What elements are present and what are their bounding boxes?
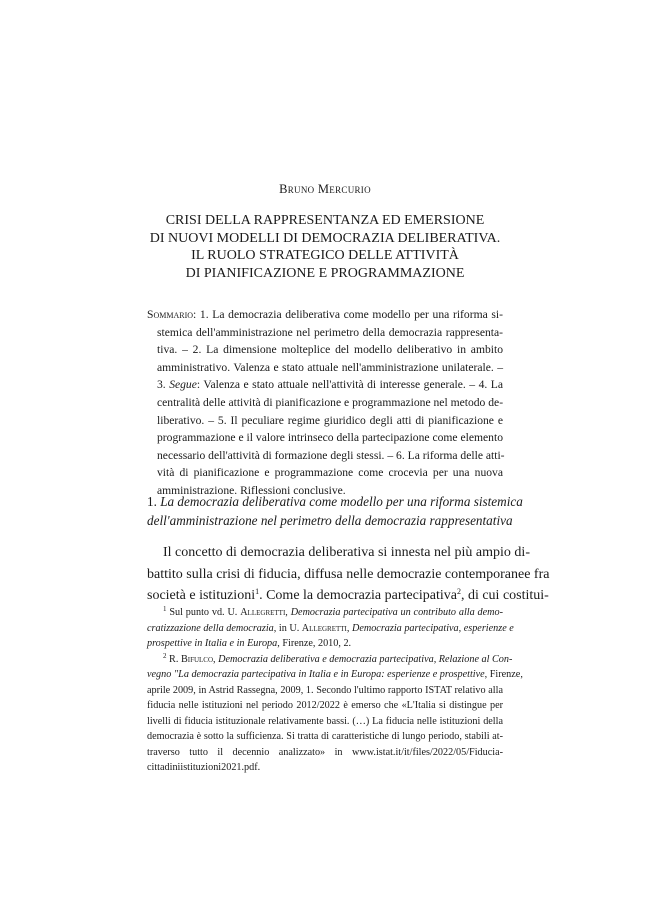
footnote-line: prospettive in Italia e in Europa, Firenze, 2010, 2. — [147, 638, 352, 649]
summary-line: liberativo. – 5. Il peculiare regime giuridico degli atti di pianificazione e — [157, 413, 503, 427]
summary-line: necessario dell'attività di formazione degli stessi. – 6. La riforma delle atti- — [157, 448, 505, 462]
section-number: 1. — [147, 494, 161, 509]
section-heading — [147, 492, 523, 530]
title-line: DI PIANIFICAZIONE E PROGRAMMAZIONE — [185, 265, 465, 281]
footnote-line: $^2$ R. Bifulco, Democrazia deliberativa e democrazia partecipativa, Relazione al Con- — [163, 651, 513, 665]
footnote-mark: 1 — [163, 605, 167, 613]
footnotes — [147, 605, 523, 776]
section-heading-line: 1. La democrazia deliberativa come modello per una riforma sistemica — [147, 494, 523, 509]
summary-line: amministrazione. Riflessioni conclusive. — [157, 483, 346, 497]
summary-line: stemica dell'amministrazione nel perimetro della democrazia rappresenta- — [157, 325, 503, 339]
summary-label: Sommario — [147, 308, 194, 321]
footnote-line: cittadiniistituzioni2021.pdf. — [147, 762, 261, 773]
summary-line: amministrativo. Valenza e stato attuale nell'amministrazione unilaterale. – — [157, 360, 503, 374]
body-line: società e istituzioni$^1$. Come la democrazia partecipativa$^2$, di cui costitui- — [147, 587, 549, 603]
footnote-line: traverso tutto il decennio analizzato» in www.istat.it/it/files/2022/05/Fiducia- — [147, 746, 503, 758]
body-line: Il concetto di democrazia deliberativa si innesta nel più ampio di- — [163, 545, 530, 560]
article-title — [0, 212, 650, 282]
summary-line: centralità delle attività di pianificazione e programmazione nel metodo de- — [157, 395, 504, 409]
footnote-line: cratizzazione della democrazia, in U. Allegretti, Democrazia partecipativa, esperienze e — [147, 622, 514, 634]
summary-line: Sommario: 1. La democrazia deliberativa come modello per una riforma si- — [147, 308, 503, 321]
body-paragraph — [147, 542, 550, 607]
summary-line: tiva. – 2. La dimensione molteplice del modello deliberativo in ambito — [157, 343, 503, 357]
title-line: CRISI DELLA RAPPRESENTANZA ED EMERSIONE — [165, 213, 485, 228]
footnote-line: $^1$ Sul punto vd. U. Allegretti, Democrazia partecipativa un contributo alla demo- — [163, 605, 504, 618]
summary-block — [147, 306, 503, 500]
footnote-line: democrazia è sotto la sufficienza. Si tratta di caratteristiche di lungo periodo, stabili at- — [147, 731, 503, 742]
title-line: DI NUOVI MODELLI DI DEMOCRAZIA DELIBERATIVA. — [149, 230, 501, 246]
body-line: battito sulla crisi di fiducia, diffusa nelle democrazie contemporanee fra — [147, 566, 550, 582]
footnote-ref[interactable]: 2 — [456, 587, 461, 596]
author-name: Bruno Mercurio — [279, 182, 371, 196]
footnote-mark: 2 — [163, 651, 167, 660]
summary-line: 3. Segue: Valenza e stato attuale nell'attività di interesse generale. – 4. La — [157, 378, 503, 392]
footnote-line: livelli di fiducia istituzionale relativamente bassi. (…) La fiducia nelle istituzioni della — [147, 715, 503, 727]
footnote-line: fiducia nelle istituzioni nel periodo 2012/2022 è emerso che «L'Italia si distingue per — [147, 700, 503, 711]
footnote-line: vegno "La democrazia partecipativa in Italia e in Europa: esperienze e prospettive, Firenze, — [147, 669, 523, 680]
footnote-ref[interactable]: 1 — [255, 587, 260, 596]
section-heading-line: dell'amministrazione nel perimetro della democrazia rappresentativa — [147, 513, 513, 528]
summary-line: programmazione e il valore intrinseco della partecipazione come elemento — [157, 431, 503, 445]
footnote-line: aprile 2009, in Astrid Rassegna, 2009, 1. Secondo l'ultimo rapporto ISTAT relativo alla — [147, 684, 503, 696]
summary-line: vità di pianificazione e programmazione come crocevia per una nuova — [157, 466, 503, 480]
title-line: IL RUOLO STRATEGICO DELLE ATTIVITÀ — [191, 248, 459, 263]
